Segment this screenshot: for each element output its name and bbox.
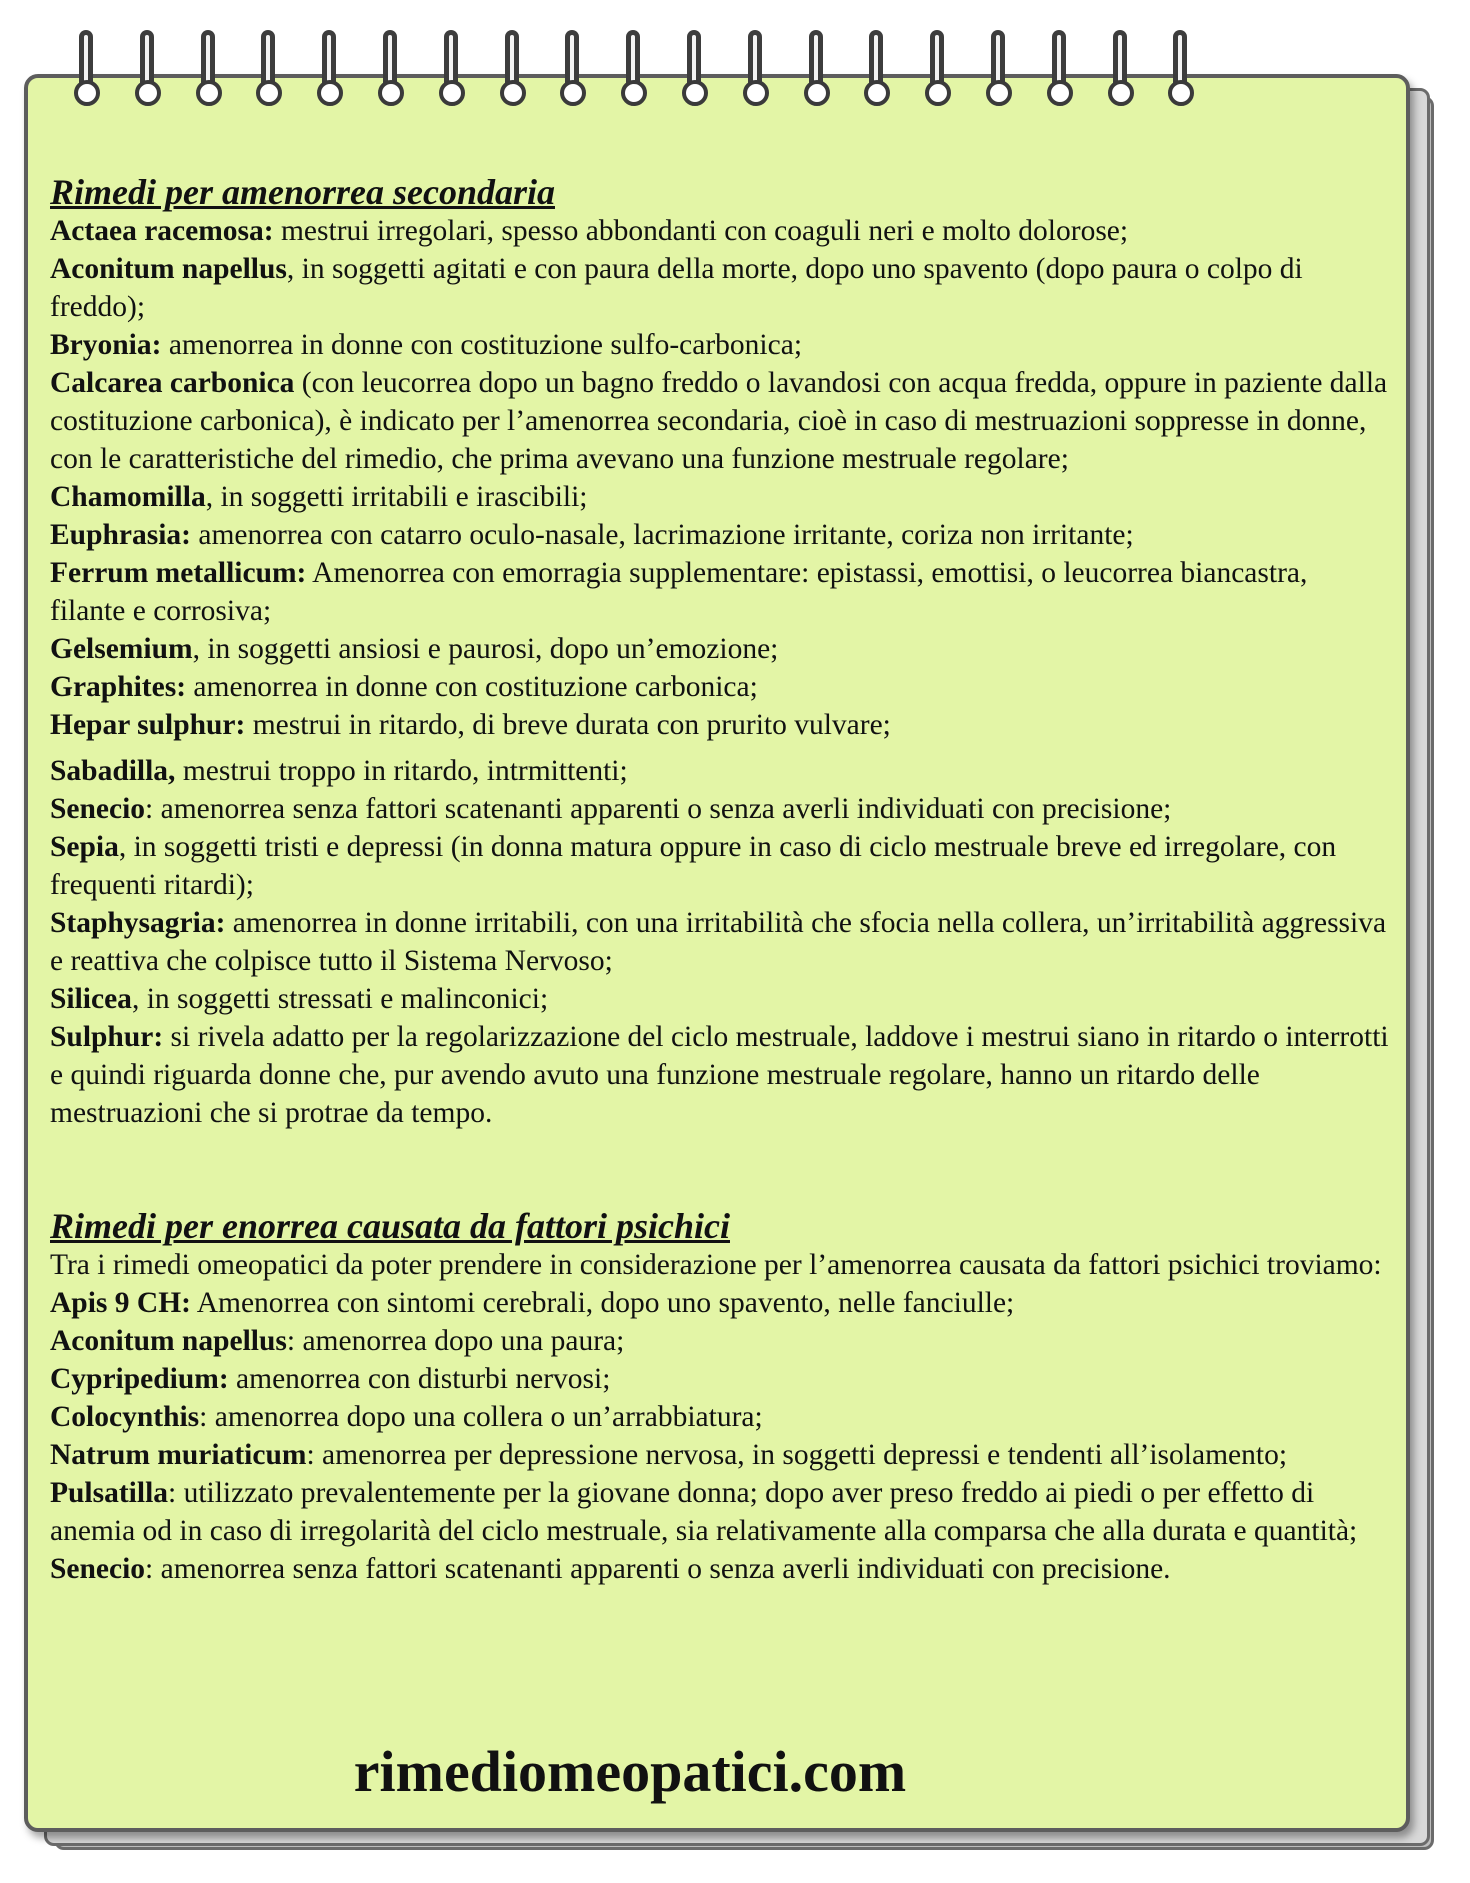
remedy-description: , in soggetti stressati e malinconici; (131, 983, 549, 1015)
remedy-description: , in soggetti ansiosi e paurosi, dopo un’emozione; (192, 633, 779, 665)
remedy-entry (50, 706, 1390, 744)
remedy-entry (50, 1550, 1390, 1588)
binding-ring (72, 30, 102, 110)
remedy-name: Bryonia: (50, 329, 162, 361)
remedy-description: amenorrea con disturbi nervosi; (228, 1363, 611, 1395)
remedy-name: Gelsemium (50, 633, 193, 665)
remedy-name: Calcarea carbonica (50, 367, 295, 399)
remedy-name: Aconitum napellus (50, 1325, 287, 1357)
binding-ring (984, 30, 1014, 110)
remedy-description: amenorrea in donne con costituzione carbonica; (186, 671, 758, 703)
remedy-entry (50, 828, 1390, 904)
remedy-entry (50, 478, 1390, 516)
remedy-description: mestrui troppo in ritardo, intrmittenti; (175, 755, 628, 787)
binding-ring (680, 30, 710, 110)
binding-ring (254, 30, 284, 110)
remedy-name: Staphysagria: (50, 907, 226, 939)
remedy-name: Colocynthis (50, 1401, 200, 1433)
remedy-name: Sepia (50, 831, 119, 863)
remedy-description: : utilizzato prevalentemente per la giovane donna; dopo aver preso freddo ai piedi o per effetto di anemia od in caso di irregolarità del ciclo mestruale, sia relativamente alla comparsa che alla durata e quantità; (50, 1477, 1358, 1547)
remedy-list-secondary (50, 212, 1390, 1132)
binding-ring (741, 30, 771, 110)
binding-ring (862, 30, 892, 110)
remedy-description: amenorrea in donne irritabili, con una irritabilità che sfocia nella collera, un’irritabilità aggressiva e reattiva che colpisce tutto il Sistema Nervoso; (50, 907, 1387, 977)
remedy-description: : amenorrea dopo una paura; (286, 1325, 625, 1357)
binding-ring (1166, 30, 1196, 110)
remedy-entry (50, 516, 1390, 554)
remedy-description: : amenorrea dopo una collera o un’arrabbiatura; (199, 1401, 763, 1433)
remedy-description: amenorrea in donne con costituzione sulfo-carbonica; (161, 329, 803, 361)
binding-ring (558, 30, 588, 110)
spiral-binding (0, 0, 1470, 110)
remedy-entry (50, 1436, 1390, 1474)
section-intro: Tra i rimedi omeopatici da poter prendere in considerazione per l’amenorrea causata da fattori psichici troviamo: (50, 1249, 1382, 1281)
remedy-name: Ferrum metallicum: (50, 557, 307, 589)
remedy-description: , in soggetti tristi e depressi (in donna matura oppure in caso di ciclo mestruale breve ed irregolare, con frequenti ritardi); (50, 831, 1337, 901)
remedy-description: mestrui irregolari, spesso abbondanti con coaguli neri e molto dolorose; (273, 215, 1129, 247)
remedy-entry (50, 554, 1390, 630)
remedy-name: Chamomilla (50, 481, 206, 513)
binding-ring (802, 30, 832, 110)
remedy-description: Amenorrea con sintomi cerebrali, dopo uno spavento, nelle fanciulle; (190, 1287, 1015, 1319)
remedy-description: si rivela adatto per la regolarizzazione del ciclo mestruale, laddove i mestrui siano in ritardo o interrotti e quindi riguarda donne che, pur avendo avuto una funzione mestruale regolare, hanno un ritardo delle mestruazioni che si protrae da tempo. (50, 1021, 1389, 1129)
remedy-name: Euphrasia: (50, 519, 191, 551)
remedy-name: Natrum muriaticum (50, 1439, 307, 1471)
binding-ring (1106, 30, 1136, 110)
remedy-name: Senecio (50, 793, 146, 825)
remedy-entry (50, 668, 1390, 706)
remedy-name: Actaea racemosa: (50, 215, 274, 247)
remedy-entry (50, 904, 1390, 980)
binding-ring (376, 30, 406, 110)
binding-ring (194, 30, 224, 110)
remedy-description: : amenorrea senza fattori scatenanti apparenti o senza averli individuati con precisione; (145, 793, 1172, 825)
remedy-entry (50, 250, 1390, 326)
remedy-entry (50, 752, 1390, 790)
binding-ring (923, 30, 953, 110)
binding-ring (437, 30, 467, 110)
binding-ring (1045, 30, 1075, 110)
remedy-entry (50, 326, 1390, 364)
remedy-name: Graphites: (50, 671, 187, 703)
remedy-description: : amenorrea per depressione nervosa, in soggetti depressi e tendenti all’isolamento; (306, 1439, 1288, 1471)
remedy-name: Hepar sulphur: (50, 709, 246, 741)
section-title-psychic: Rimedi per enorrea causata da fattori psichici (50, 1206, 730, 1246)
remedy-name: Pulsatilla (50, 1477, 169, 1509)
section-title-secondary: Rimedi per amenorrea secondaria (50, 172, 555, 212)
remedy-description: (con leucorrea dopo un bagno freddo o lavandosi con acqua fredda, oppure in paziente dalla costituzione carbonica), è indicato per l’amenorrea secondaria, cioè in caso di mestruazioni soppresse in donne, con le caratteristiche del rimedio, che prima avevano una funzione mestruale regolare; (50, 367, 1388, 475)
remedy-name: Sulphur: (50, 1021, 164, 1053)
page-content (50, 168, 1390, 1588)
remedy-entry (50, 790, 1390, 828)
remedy-name: Silicea (50, 983, 132, 1015)
remedy-entry (50, 980, 1390, 1018)
remedy-entry (50, 1398, 1390, 1436)
remedy-name: Sabadilla, (50, 755, 176, 787)
remedy-entry (50, 1284, 1390, 1322)
remedy-description: : amenorrea senza fattori scatenanti apparenti o senza averli individuati con precisione. (145, 1553, 1171, 1585)
remedy-description: , in soggetti irritabili e irascibili; (205, 481, 588, 513)
remedy-name: Senecio (50, 1553, 146, 1585)
remedy-entry (50, 212, 1390, 250)
remedy-entry (50, 1322, 1390, 1360)
remedy-name: Apis 9 CH: (50, 1287, 191, 1319)
binding-ring (498, 30, 528, 110)
remedy-entry (50, 1474, 1390, 1550)
remedy-entry (50, 1360, 1390, 1398)
binding-ring (315, 30, 345, 110)
remedy-entry (50, 1018, 1390, 1132)
remedy-entry (50, 364, 1390, 478)
remedy-description: mestrui in ritardo, di breve durata con prurito vulvare; (245, 709, 891, 741)
remedy-description: , in soggetti agitati e con paura della morte, dopo uno spavento (dopo paura o colpo di freddo); (50, 253, 1303, 323)
binding-ring (619, 30, 649, 110)
remedy-description: amenorrea con catarro oculo-nasale, lacrimazione irritante, coriza non irritante; (191, 519, 1134, 551)
website-footer: rimediomeopatici.com (353, 1739, 907, 1804)
remedy-name: Cypripedium: (50, 1363, 229, 1395)
binding-ring (133, 30, 163, 110)
remedy-list-psychic (50, 1284, 1390, 1588)
remedy-entry (50, 630, 1390, 668)
remedy-name: Aconitum napellus (50, 253, 287, 285)
remedy-description: Amenorrea con emorragia supplementare: epistassi, emottisi, o leucorrea biancastra, filante e corrosiva; (50, 557, 1308, 627)
